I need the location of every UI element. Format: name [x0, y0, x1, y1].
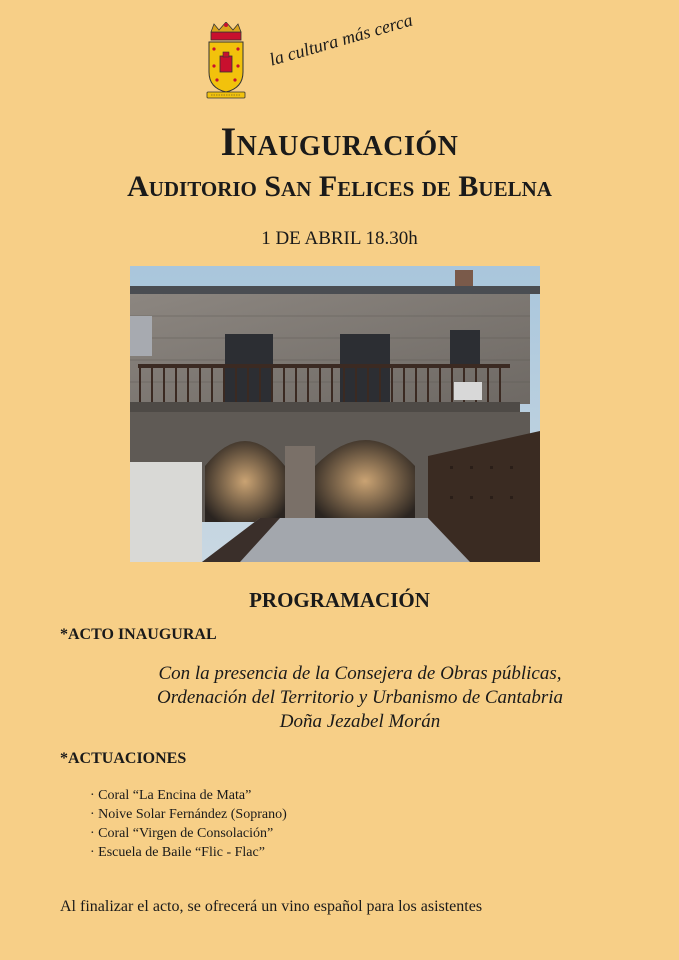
opening-act-description [70, 662, 650, 734]
program-heading: PROGRAMACIÓN [249, 588, 430, 612]
event-subtitle: Auditorio San Felices de Buelna [127, 170, 552, 203]
closing-note: Al finalizar el acto, se ofrecerá un vino español para los asistentes [60, 898, 483, 915]
performance-item: · Coral “La Encina de Mata” [90, 786, 287, 805]
opening-act-line: Con la presencia de la Consejera de Obras públicas, [158, 663, 562, 684]
performances-heading: *ACTUACIONES [60, 750, 187, 767]
performance-item: · Coral “Virgen de Consolación” [90, 824, 287, 843]
coat-of-arms-logo [205, 22, 247, 100]
event-title: Inauguración [220, 119, 459, 164]
auditorium-building-photo [130, 266, 540, 562]
opening-act-heading: *ACTO INAUGURAL [60, 626, 217, 643]
motto-text: la cultura más cerca [267, 9, 415, 70]
opening-act-line: Doña Jezabel Morán [279, 711, 441, 732]
performances-list [90, 786, 287, 862]
performance-item: · Noive Solar Fernández (Soprano) [90, 805, 287, 824]
event-date-time: 1 DE ABRIL 18.30h [261, 228, 418, 249]
opening-act-line: Ordenación del Territorio y Urbanismo de Cantabria [156, 687, 564, 708]
performance-item: · Escuela de Baile “Flic - Flac” [90, 843, 287, 862]
